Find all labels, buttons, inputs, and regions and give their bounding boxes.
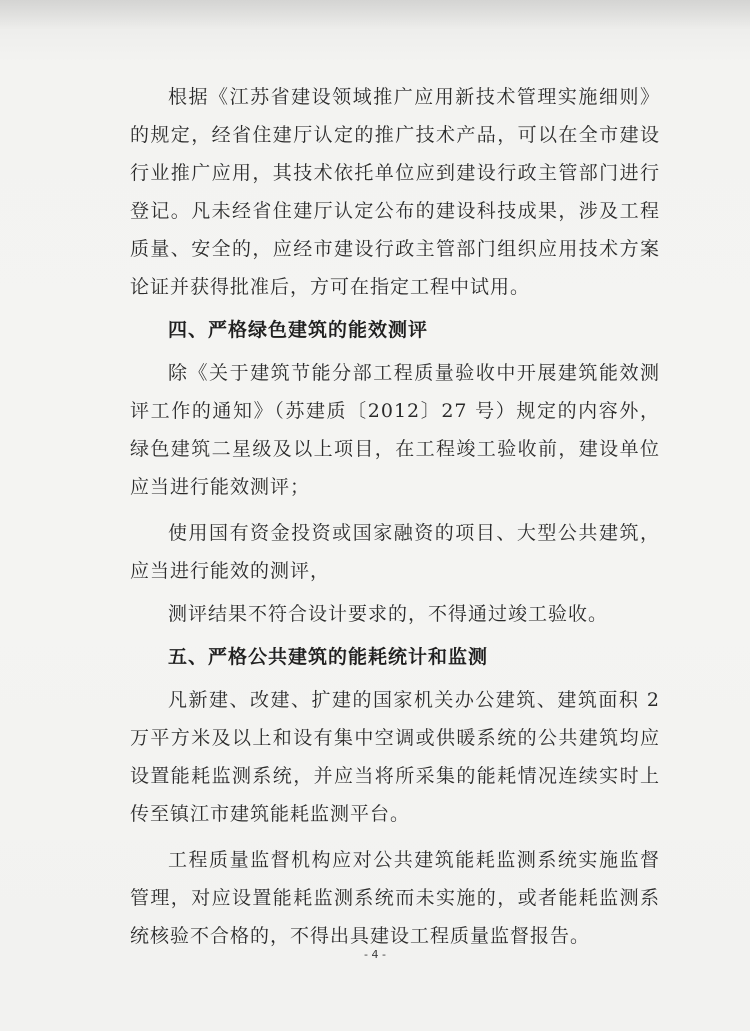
paragraph-public-funded-projects: 使用国有资金投资或国家融资的项目、大型公共建筑，应当进行能效的测评， [130,522,660,582]
section-heading-public-building-energy-monitoring: 五、严格公共建筑的能耗统计和监测 [168,646,489,668]
paragraph-energy-evaluation-requirement: 除《关于建筑节能分部工程质量验收中开展建筑能效测评工作的通知》（苏建质〔2012〕27 号）规定的内容外，绿色建筑二星级及以上项目，在工程竣工验收前，建设单位应当进行能效测评； [130,362,660,498]
page-number: - 4 - [364,948,386,961]
section-heading-green-building-energy-evaluation: 四、严格绿色建筑的能效测评 [168,319,429,341]
scan-edge-shadow [0,0,750,30]
paragraph-monitoring-system-requirement: 凡新建、改建、扩建的国家机关办公建筑、建筑面积 2 万平方米及以上和设有集中空调或供暖系统的公共建筑均应设置能耗监测系统，并应当将所采集的能耗情况连续实时上传至镇江市建筑能耗监测平台。 [130,689,660,825]
paragraph-supervision-requirement: 工程质量监督机构应对公共建筑能耗监测系统实施监督管理，对应设置能耗监测系统而未实施的，或者能耗监测系统核验不合格的，不得出具建设工程质量监督报告。 [130,849,660,947]
document-body [130,78,660,955]
paragraph-evaluation-result: 测评结果不符合设计要求的，不得通过竣工验收。 [168,603,609,625]
paragraph-new-tech-registration: 根据《江苏省建设领域推广应用新技术管理实施细则》的规定，经省住建厅认定的推广技术产品，可以在全市建设行业推广应用，其技术依托单位应到建设行政主管部门进行登记。凡未经省住建厅认定公布的建设科技成果，涉及工程质量、安全的，应经市建设行政主管部门组织应用技术方案论证并获得批准后，方可在指定工程中试用。 [130,86,660,298]
